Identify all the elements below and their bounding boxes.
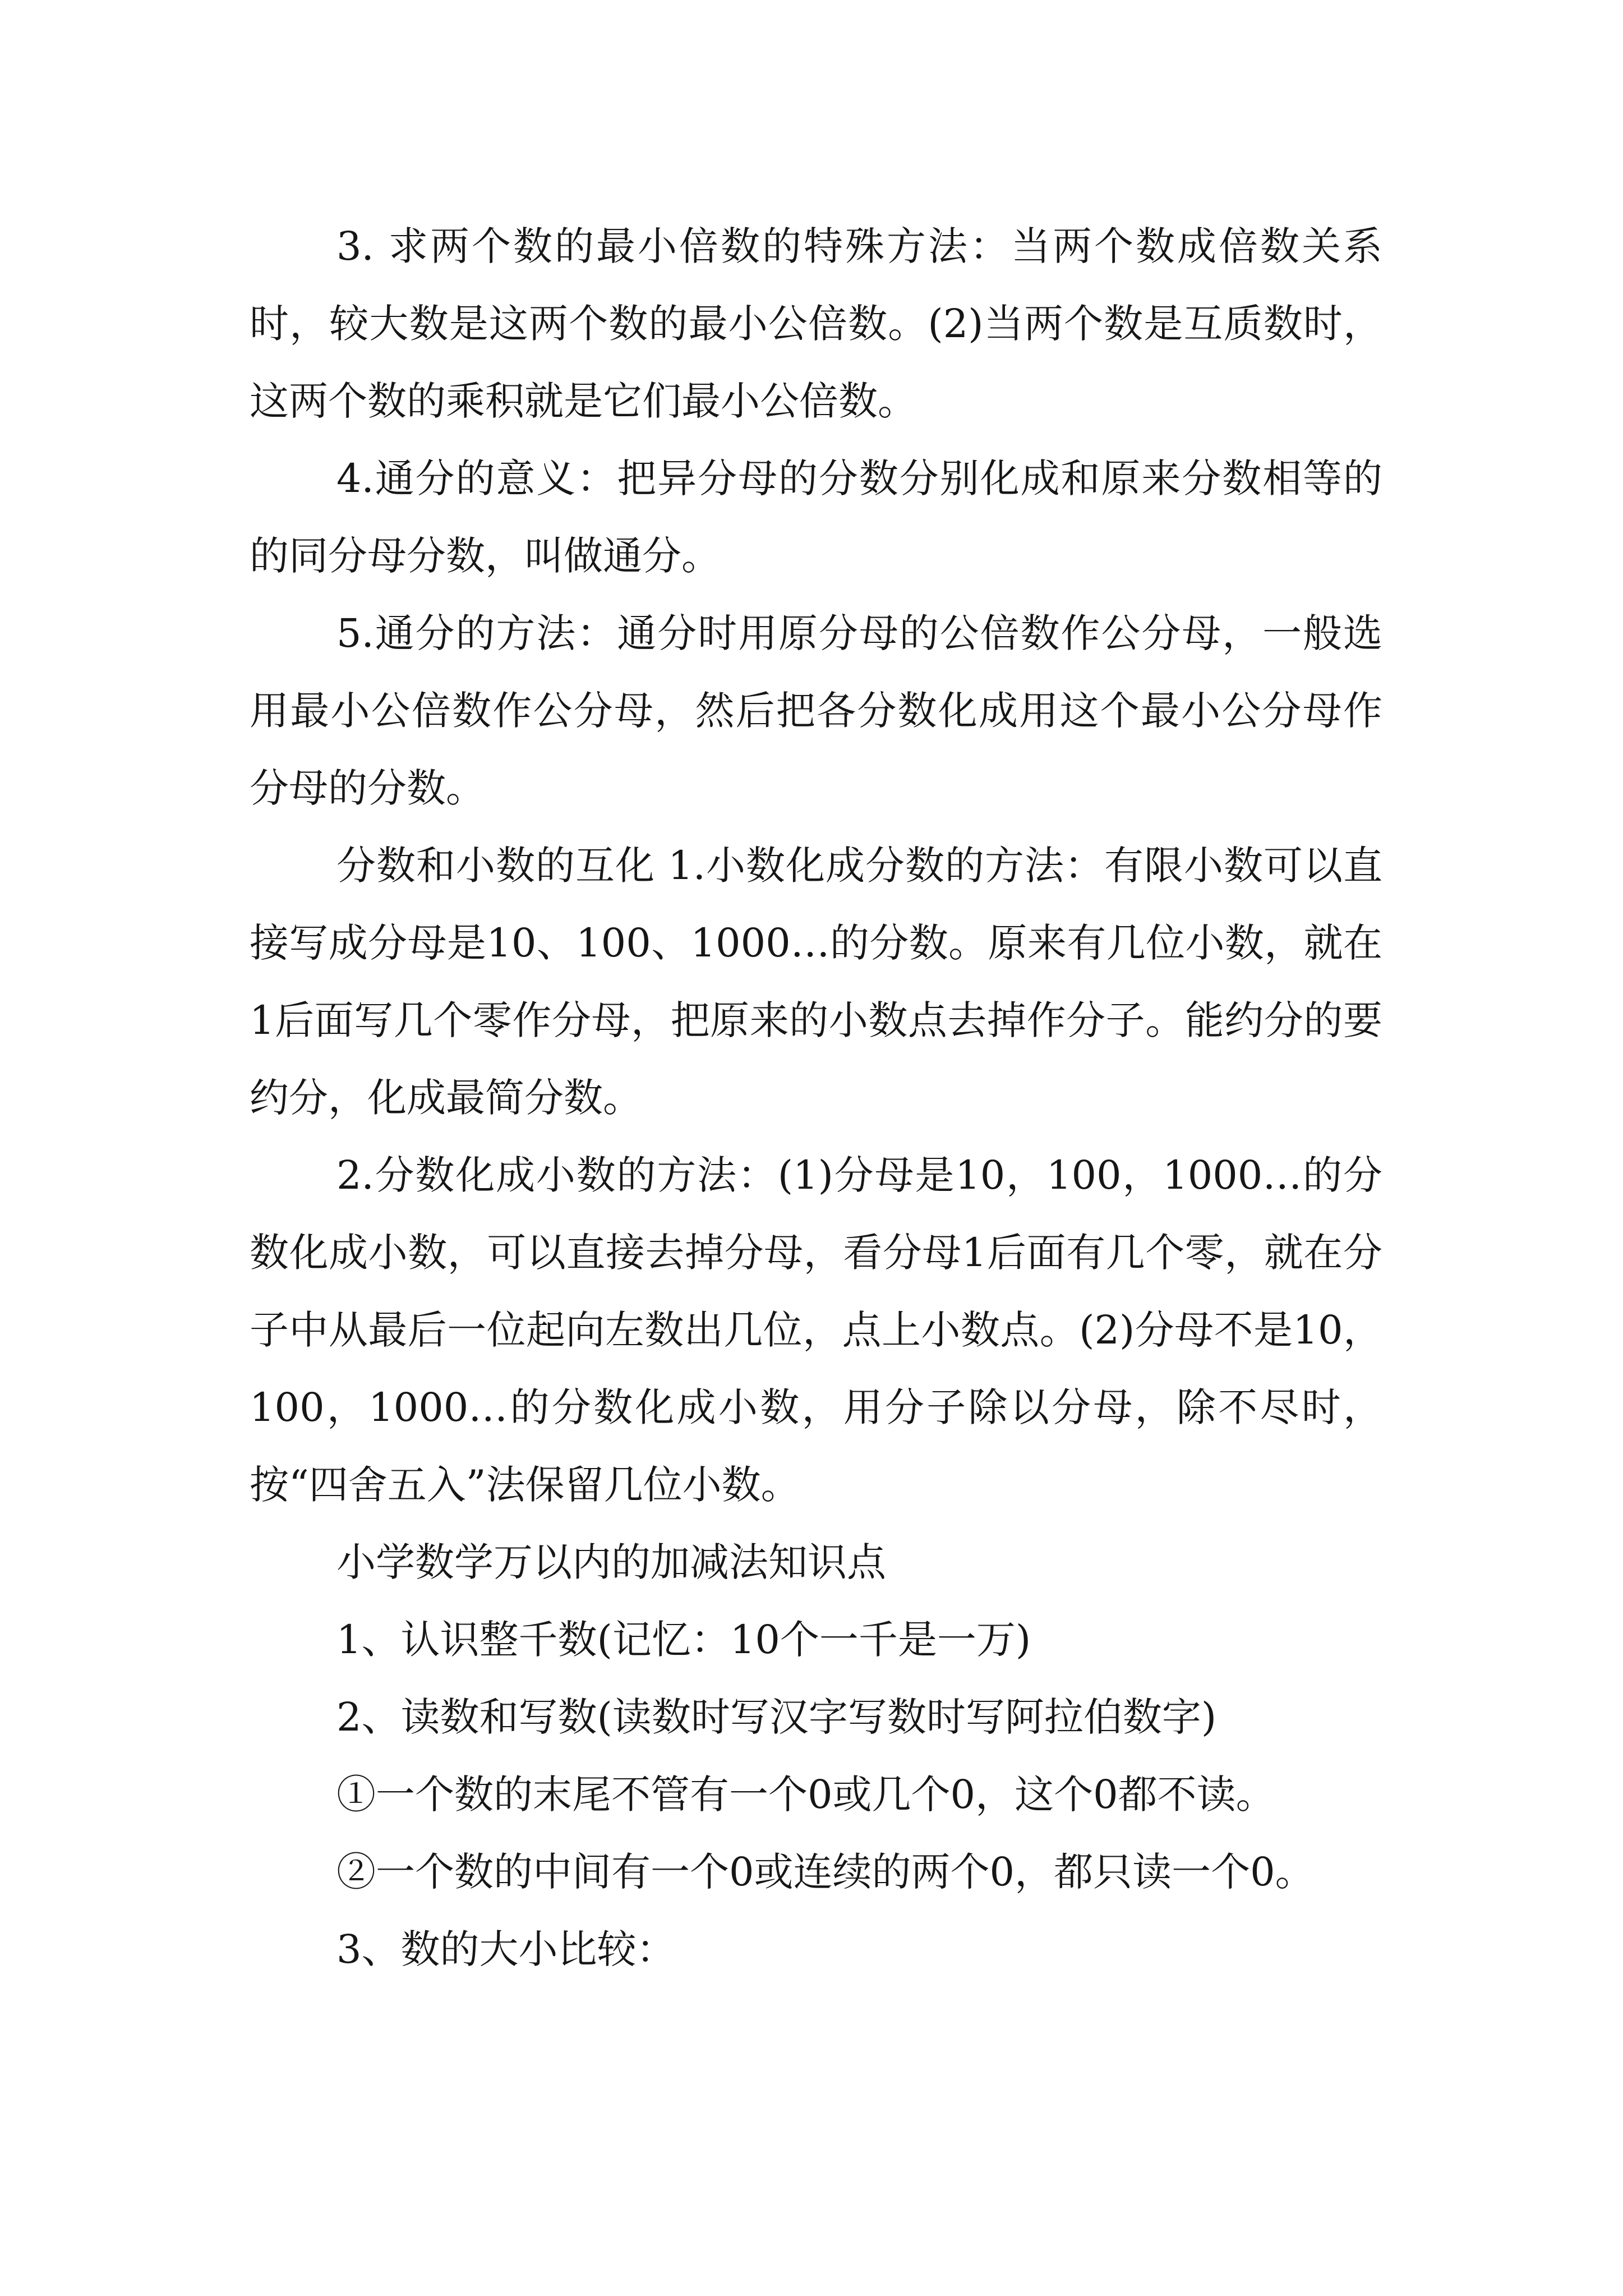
- rule-trailing-zeros: ①一个数的末尾不管有一个0或几个0，这个0都不读。: [336, 1772, 1275, 1818]
- list-item-reading-writing: 2、读数和写数(读数时写汉字写数时写阿拉伯数字): [336, 1694, 1217, 1740]
- paragraph-lcm-special-method: 3. 求两个数的最小倍数的特殊方法：当两个数成倍数关系时，较大数是这两个数的最小公倍数。(2)当两个数是互质数时，这两个数的乘积就是它们最小公倍数。: [250, 223, 1382, 424]
- paragraph-decimal-to-fraction: 分数和小数的互化 1.小数化成分数的方法：有限小数可以直接写成分母是10、100、1000…的分数。原来有几位小数，就在1后面写几个零作分母，把原来的小数点去掉作分子。能约分的要约分，化成最简分数。: [250, 843, 1382, 1121]
- rule-middle-zeros: ②一个数的中间有一个0或连续的两个0，都只读一个0。: [336, 1849, 1315, 1895]
- paragraph-common-denominator-meaning: 4.通分的意义：把异分母的分数分别化成和原来分数相等的的同分母分数，叫做通分。: [250, 455, 1382, 579]
- paragraph-fraction-to-decimal: 2.分数化成小数的方法：(1)分母是10，100，1000…的分数化成小数，可以直接去掉分母，看分母1后面有几个零，就在分子中从最后一位起向左数出几位，点上小数点。(2)分母不是10，100，1000…的分数化成小数，用分子除以分母，除不尽时，按“四舍五入”法保留几位小数。: [250, 1152, 1382, 1508]
- paragraph-common-denominator-method: 5.通分的方法：通分时用原分母的公倍数作公分母，一般选用最小公倍数作公分母，然后把各分数化成用这个最小公分母作分母的分数。: [250, 610, 1382, 811]
- list-item-comparison: 3、数的大小比较：: [336, 1926, 676, 1972]
- section-heading-addition-subtraction: 小学数学万以内的加减法知识点: [336, 1539, 886, 1585]
- document-body: [250, 208, 1382, 1988]
- list-item-thousands: 1、认识整千数(记忆：10个一千是一万): [336, 1617, 1031, 1663]
